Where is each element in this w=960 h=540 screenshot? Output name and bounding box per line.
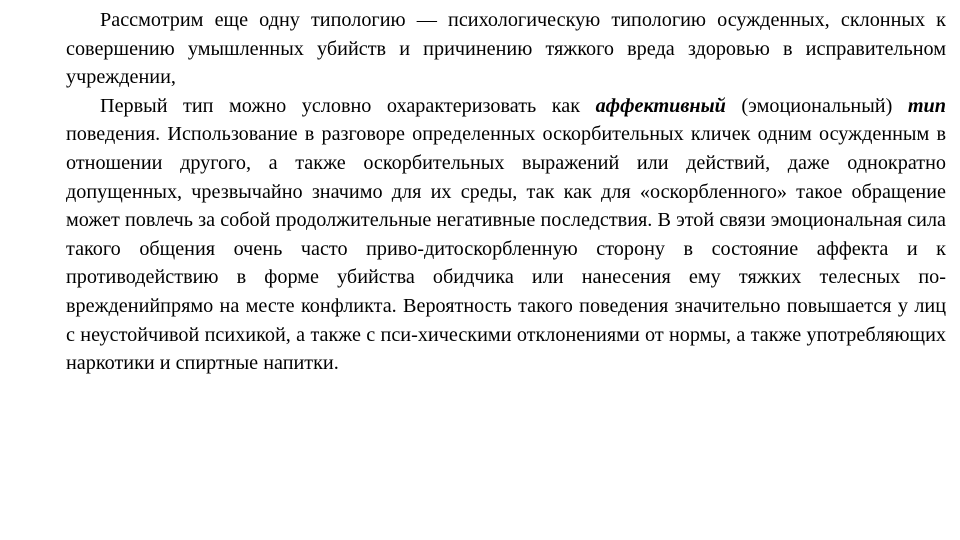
paragraph-2-middle: (эмоциональный) xyxy=(725,94,908,117)
paragraph-2-rest: поведения. Использование в разговоре определенных оскорбительных кличек одним осужденным в отношении другого, а также оскорбительных выражений или действий, даже однократно допущенных, чрезвычайно значимо для их среды, так как для «оскорбленного» такое обращение может повлечь за собой продолжительные негативные последствия. В этой связи эмоциональная сила такого общения очень часто приво-дитоскорбленную сторону в состояние аффекта и к противодействию в форме убийства обидчика или нанесения ему тяжких телесных по-врежденийпрямо на месте конфликта. Вероятность такого поведения значительно повышается у лиц с неустойчивой психикой, а также с пси-хическими отклонениями от нормы, а также употребляющих наркотики и спиртные напитки. xyxy=(66,123,946,375)
emphasis-type: тип xyxy=(907,94,946,117)
paragraph-2-lead: Первый тип можно условно охарактеризовать как xyxy=(100,94,596,117)
document-body xyxy=(66,6,946,378)
emphasis-affective: аффективный xyxy=(595,94,726,117)
paragraph-1-text: Рассмотрим еще одну типологию — психологическую типологию осужденных, склонных к совершению умышленных убийств и причинению тяжкого вреда здоровью в исправительном учреждении, xyxy=(66,9,946,89)
paragraph-affective-type xyxy=(66,92,946,378)
paragraph-typology-intro xyxy=(66,6,946,92)
